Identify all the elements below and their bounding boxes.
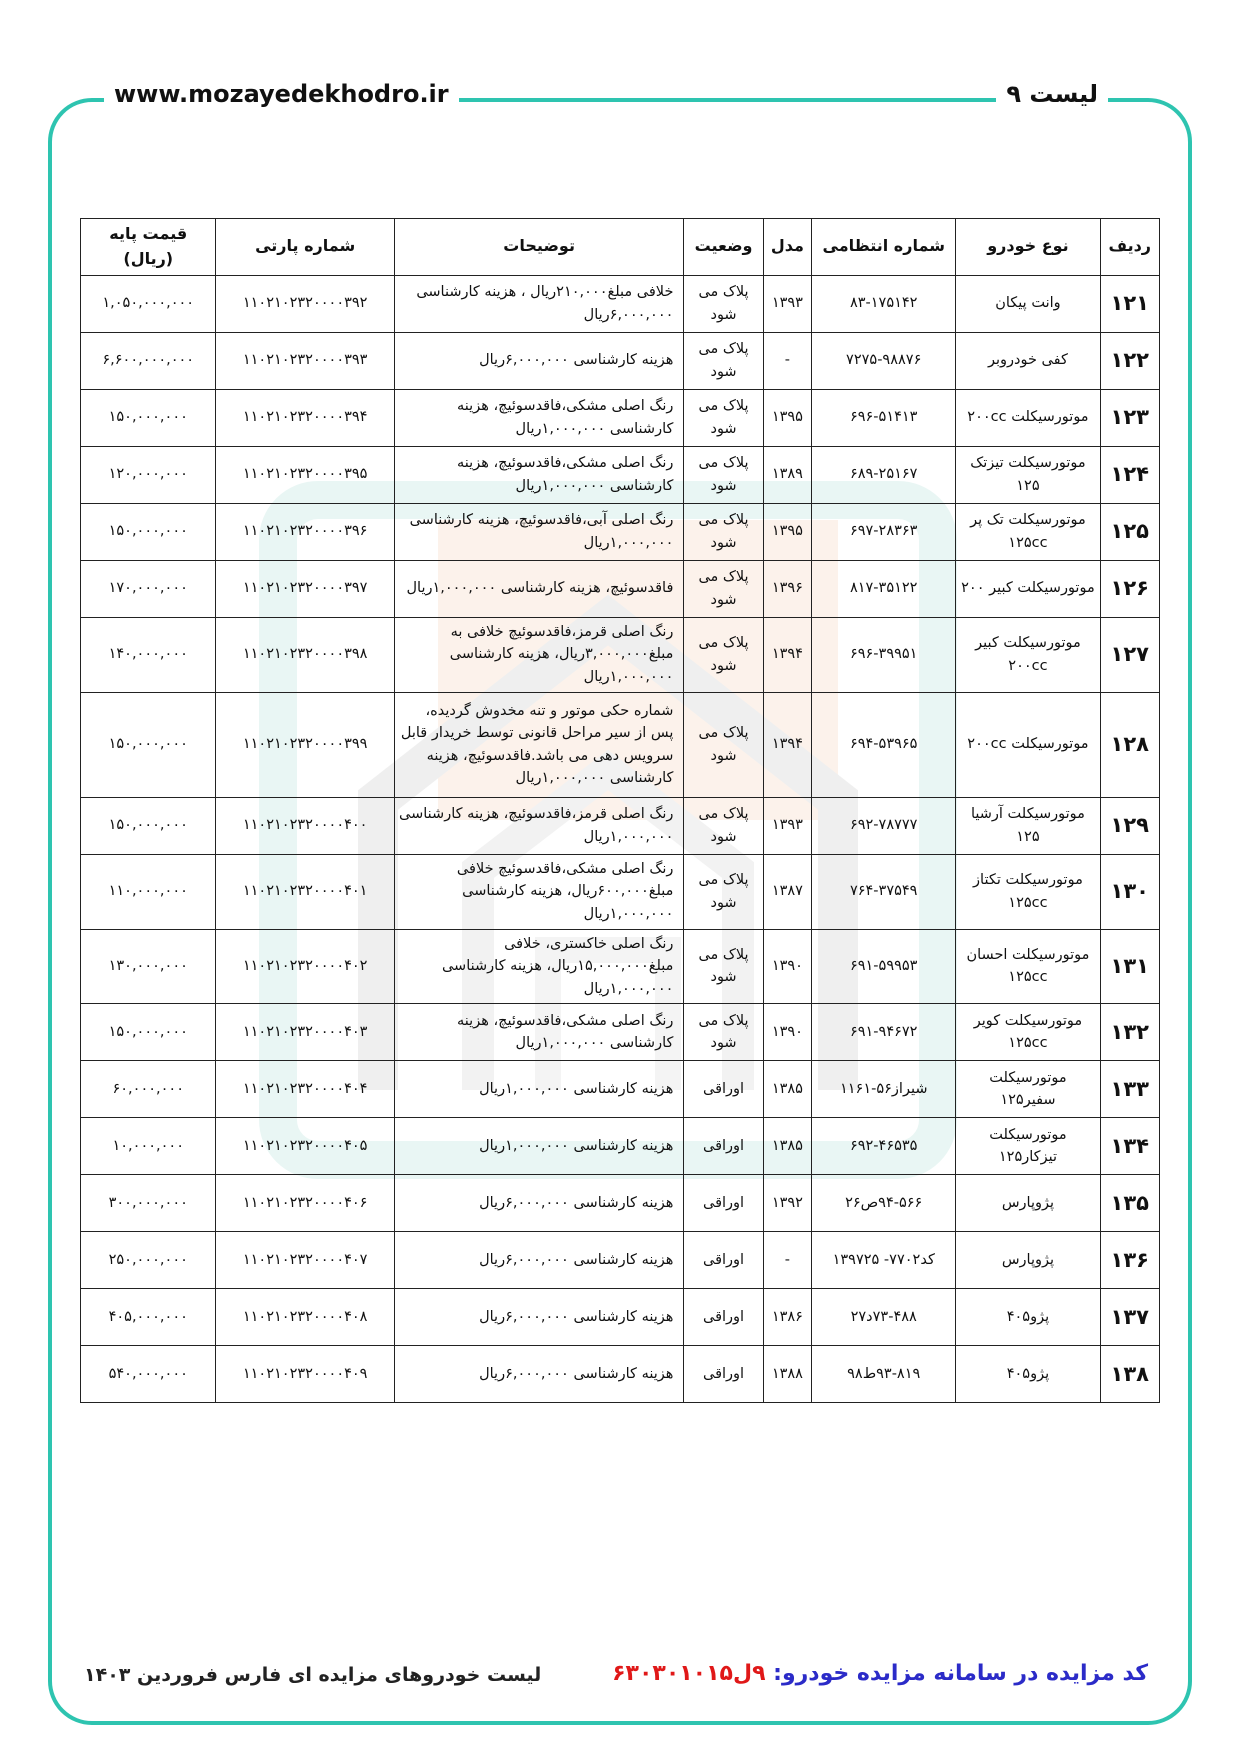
cell-price: ۱۵۰,۰۰۰,۰۰۰: [81, 1004, 216, 1061]
cell-vehicle: موتورسیکلت آرشیا ۱۲۵: [956, 797, 1100, 854]
cell-price: ۴۰۵,۰۰۰,۰۰۰: [81, 1289, 216, 1346]
cell-plate: ۷۲۷۵-۹۸۸۷۶: [812, 332, 956, 389]
cell-row-no: ۱۳۵: [1100, 1175, 1159, 1232]
cell-vehicle: وانت پیکان: [956, 275, 1100, 332]
col-header-plate: شماره انتظامی: [812, 219, 956, 276]
cell-vehicle: موتورسیکلت تکتاز ۱۲۵cc: [956, 854, 1100, 929]
cell-model: -: [763, 1232, 811, 1289]
cell-party: ۱۱۰۲۱۰۲۳۲۰۰۰۰۳۹۴: [216, 389, 394, 446]
cell-description: رنگ اصلی خاکستری، خلافی مبلغ۱۵,۰۰۰,۰۰۰ریال، هزینه کارشناسی ۱,۰۰۰,۰۰۰ریال: [394, 929, 684, 1003]
cell-model: ۱۳۸۷: [763, 854, 811, 929]
cell-description: هزینه کارشناسی ۱,۰۰۰,۰۰۰ریال: [394, 1061, 684, 1118]
col-header-price: قیمت پایه (ریال): [81, 219, 216, 276]
cell-description: رنگ اصلی آبی،فاقدسوئیچ، هزینه کارشناسی ۱,۰۰۰,۰۰۰ریال: [394, 503, 684, 560]
cell-model: ۱۳۹۴: [763, 692, 811, 797]
table-row: [81, 1289, 1160, 1346]
cell-row-no: ۱۲۸: [1100, 692, 1159, 797]
cell-price: ۱۱۰,۰۰۰,۰۰۰: [81, 854, 216, 929]
cell-plate: ۷۶۴-۳۷۵۴۹: [812, 854, 956, 929]
cell-description: هزینه کارشناسی ۶,۰۰۰,۰۰۰ریال: [394, 332, 684, 389]
cell-party: ۱۱۰۲۱۰۲۳۲۰۰۰۰۴۰۵: [216, 1118, 394, 1175]
cell-price: ۶,۶۰۰,۰۰۰,۰۰۰: [81, 332, 216, 389]
cell-row-no: ۱۲۹: [1100, 797, 1159, 854]
cell-price: ۶۰,۰۰۰,۰۰۰: [81, 1061, 216, 1118]
cell-status: پلاک می شود: [684, 797, 763, 854]
cell-vehicle: کفی خودروبر: [956, 332, 1100, 389]
cell-vehicle: موتورسیکلت تک پر ۱۲۵cc: [956, 503, 1100, 560]
cell-plate: ۸۱۷-۳۵۱۲۲: [812, 560, 956, 617]
cell-row-no: ۱۳۲: [1100, 1004, 1159, 1061]
cell-party: ۱۱۰۲۱۰۲۳۲۰۰۰۰۴۰۷: [216, 1232, 394, 1289]
col-header-status: وضعیت: [684, 219, 763, 276]
col-header-model: مدل: [763, 219, 811, 276]
cell-plate: ۶۹۶-۳۹۹۵۱: [812, 617, 956, 692]
cell-status: پلاک می شود: [684, 332, 763, 389]
cell-plate: ۸۳-۱۷۵۱۴۲: [812, 275, 956, 332]
cell-vehicle: موتورسیکلت ۲۰۰cc: [956, 389, 1100, 446]
cell-price: ۱۳۰,۰۰۰,۰۰۰: [81, 929, 216, 1003]
cell-price: ۵۴۰,۰۰۰,۰۰۰: [81, 1346, 216, 1403]
cell-vehicle: موتورسیکلت کبیر ۲۰۰cc: [956, 617, 1100, 692]
cell-plate: ۶۹۱-۵۹۹۵۳: [812, 929, 956, 1003]
cell-model: ۱۳۹۵: [763, 389, 811, 446]
table-header-row: [81, 219, 1160, 276]
cell-row-no: ۱۳۶: [1100, 1232, 1159, 1289]
cell-vehicle: موتورسیکلت کویر ۱۲۵cc: [956, 1004, 1100, 1061]
table-row: [81, 560, 1160, 617]
cell-description: هزینه کارشناسی ۶,۰۰۰,۰۰۰ریال: [394, 1346, 684, 1403]
site-url[interactable]: www.mozayedekhodro.ir: [104, 80, 459, 108]
table-row: [81, 929, 1160, 1003]
cell-description: رنگ اصلی قرمز،فاقدسوئیچ خلافی به مبلغ۳,۰۰۰,۰۰۰ریال، هزینه کارشناسی ۱,۰۰۰,۰۰۰ریال: [394, 617, 684, 692]
cell-description: هزینه کارشناسی ۶,۰۰۰,۰۰۰ریال: [394, 1175, 684, 1232]
table-row: [81, 854, 1160, 929]
cell-plate: ۶۹۱-۹۴۶۷۲: [812, 1004, 956, 1061]
cell-status: پلاک می شود: [684, 854, 763, 929]
cell-party: ۱۱۰۲۱۰۲۳۲۰۰۰۰۳۹۷: [216, 560, 394, 617]
cell-party: ۱۱۰۲۱۰۲۳۲۰۰۰۰۴۰۰: [216, 797, 394, 854]
cell-vehicle: موتورسیکلت تیزتک ۱۲۵: [956, 446, 1100, 503]
cell-status: اوراقی: [684, 1346, 763, 1403]
table-row: [81, 446, 1160, 503]
cell-row-no: ۱۳۳: [1100, 1061, 1159, 1118]
cell-plate: ۶۹۲-۷۸۷۷۷: [812, 797, 956, 854]
table-row: [81, 1346, 1160, 1403]
cell-party: ۱۱۰۲۱۰۲۳۲۰۰۰۰۴۰۴: [216, 1061, 394, 1118]
cell-party: ۱۱۰۲۱۰۲۳۲۰۰۰۰۳۹۲: [216, 275, 394, 332]
cell-status: پلاک می شود: [684, 692, 763, 797]
cell-model: ۱۳۹۴: [763, 617, 811, 692]
cell-description: هزینه کارشناسی ۱,۰۰۰,۰۰۰ریال: [394, 1118, 684, 1175]
cell-description: رنگ اصلی مشکی،فاقدسوئیچ، هزینه کارشناسی ۱,۰۰۰,۰۰۰ریال: [394, 1004, 684, 1061]
cell-vehicle: موتورسیکلت کبیر ۲۰۰: [956, 560, 1100, 617]
col-header-description: توضیحات: [394, 219, 684, 276]
cell-row-no: ۱۲۵: [1100, 503, 1159, 560]
cell-status: پلاک می شود: [684, 389, 763, 446]
cell-description: فاقدسوئیچ، هزینه کارشناسی ۱,۰۰۰,۰۰۰ریال: [394, 560, 684, 617]
cell-vehicle: موتورسیکلت تیزکار۱۲۵: [956, 1118, 1100, 1175]
cell-vehicle: موتورسیکلت ۲۰۰cc: [956, 692, 1100, 797]
cell-status: پلاک می شود: [684, 1004, 763, 1061]
cell-party: ۱۱۰۲۱۰۲۳۲۰۰۰۰۳۹۳: [216, 332, 394, 389]
cell-model: ۱۳۸۹: [763, 446, 811, 503]
cell-model: ۱۳۹۲: [763, 1175, 811, 1232]
cell-price: ۱۵۰,۰۰۰,۰۰۰: [81, 503, 216, 560]
table-row: [81, 332, 1160, 389]
cell-party: ۱۱۰۲۱۰۲۳۲۰۰۰۰۴۰۳: [216, 1004, 394, 1061]
cell-row-no: ۱۳۴: [1100, 1118, 1159, 1175]
cell-description: هزینه کارشناسی ۶,۰۰۰,۰۰۰ریال: [394, 1289, 684, 1346]
cell-status: پلاک می شود: [684, 617, 763, 692]
cell-model: -: [763, 332, 811, 389]
cell-row-no: ۱۳۰: [1100, 854, 1159, 929]
cell-party: ۱۱۰۲۱۰۲۳۲۰۰۰۰۳۹۶: [216, 503, 394, 560]
cell-plate: ۹۳-۸۱۹ط۹۸: [812, 1346, 956, 1403]
cell-plate: کد۷۷۰۲- ۱۳۹۷۲۵: [812, 1232, 956, 1289]
cell-row-no: ۱۳۱: [1100, 929, 1159, 1003]
cell-party: ۱۱۰۲۱۰۲۳۲۰۰۰۰۴۰۸: [216, 1289, 394, 1346]
cell-vehicle: موتورسیکلت سفیر۱۲۵: [956, 1061, 1100, 1118]
cell-vehicle: پژوپارس: [956, 1175, 1100, 1232]
cell-price: ۱۵۰,۰۰۰,۰۰۰: [81, 797, 216, 854]
footer-title: لیست خودروهای مزایده ای فارس فروردین ۱۴۰۳: [84, 1664, 542, 1686]
cell-model: ۱۳۸۸: [763, 1346, 811, 1403]
cell-status: اوراقی: [684, 1061, 763, 1118]
cell-status: اوراقی: [684, 1175, 763, 1232]
cell-description: رنگ اصلی قرمز،فاقدسوئیچ، هزینه کارشناسی ۱,۰۰۰,۰۰۰ریال: [394, 797, 684, 854]
cell-status: پلاک می شود: [684, 929, 763, 1003]
cell-status: اوراقی: [684, 1118, 763, 1175]
table-row: [81, 797, 1160, 854]
cell-row-no: ۱۲۴: [1100, 446, 1159, 503]
cell-description: رنگ اصلی مشکی،فاقدسوئیچ خلافی مبلغ۶۰۰,۰۰۰ریال، هزینه کارشناسی ۱,۰۰۰,۰۰۰ریال: [394, 854, 684, 929]
cell-model: ۱۳۸۶: [763, 1289, 811, 1346]
cell-row-no: ۱۲۱: [1100, 275, 1159, 332]
col-header-row-no: ردیف: [1100, 219, 1159, 276]
cell-vehicle: پژو۴۰۵: [956, 1289, 1100, 1346]
cell-row-no: ۱۲۲: [1100, 332, 1159, 389]
col-header-party: شماره پارتی: [216, 219, 394, 276]
cell-description: هزینه کارشناسی ۶,۰۰۰,۰۰۰ریال: [394, 1232, 684, 1289]
cell-price: ۱۵۰,۰۰۰,۰۰۰: [81, 389, 216, 446]
cell-model: ۱۳۹۵: [763, 503, 811, 560]
cell-row-no: ۱۲۳: [1100, 389, 1159, 446]
vehicle-table: [80, 218, 1160, 1403]
cell-price: ۲۵۰,۰۰۰,۰۰۰: [81, 1232, 216, 1289]
cell-vehicle: موتورسیکلت احسان ۱۲۵cc: [956, 929, 1100, 1003]
cell-status: اوراقی: [684, 1232, 763, 1289]
cell-price: ۱۰,۰۰۰,۰۰۰: [81, 1118, 216, 1175]
cell-party: ۱۱۰۲۱۰۲۳۲۰۰۰۰۴۰۶: [216, 1175, 394, 1232]
table-row: [81, 389, 1160, 446]
cell-plate: ۶۹۷-۲۸۳۶۳: [812, 503, 956, 560]
cell-status: اوراقی: [684, 1289, 763, 1346]
cell-price: ۱۷۰,۰۰۰,۰۰۰: [81, 560, 216, 617]
table-row: [81, 1004, 1160, 1061]
cell-status: پلاک می شود: [684, 446, 763, 503]
col-header-vehicle: نوع خودرو: [956, 219, 1100, 276]
cell-party: ۱۱۰۲۱۰۲۳۲۰۰۰۰۴۰۱: [216, 854, 394, 929]
cell-model: ۱۳۹۳: [763, 275, 811, 332]
cell-model: ۱۳۹۰: [763, 929, 811, 1003]
cell-description: رنگ اصلی مشکی،فاقدسوئیچ، هزینه کارشناسی ۱,۰۰۰,۰۰۰ریال: [394, 389, 684, 446]
cell-row-no: ۱۳۸: [1100, 1346, 1159, 1403]
cell-status: پلاک می شود: [684, 503, 763, 560]
cell-model: ۱۳۸۵: [763, 1061, 811, 1118]
cell-row-no: ۱۲۷: [1100, 617, 1159, 692]
table-row: [81, 1232, 1160, 1289]
cell-price: ۳۰۰,۰۰۰,۰۰۰: [81, 1175, 216, 1232]
cell-plate: ۶۸۹-۲۵۱۶۷: [812, 446, 956, 503]
auction-code-value: ۹ل۶۳۰۳۰۱۰۱۵: [612, 1661, 766, 1686]
cell-status: پلاک می شود: [684, 275, 763, 332]
cell-party: ۱۱۰۲۱۰۲۳۲۰۰۰۰۴۰۹: [216, 1346, 394, 1403]
list-title: لیست ۹: [996, 80, 1108, 108]
cell-price: ۱۴۰,۰۰۰,۰۰۰: [81, 617, 216, 692]
table-row: [81, 1175, 1160, 1232]
table-row: [81, 503, 1160, 560]
cell-row-no: ۱۳۷: [1100, 1289, 1159, 1346]
cell-party: ۱۱۰۲۱۰۲۳۲۰۰۰۰۴۰۲: [216, 929, 394, 1003]
cell-plate: ۶۹۴-۵۳۹۶۵: [812, 692, 956, 797]
table-row: [81, 1061, 1160, 1118]
auction-code-label: کد مزایده در سامانه مزایده خودرو:: [773, 1661, 1148, 1686]
cell-plate: ۹۴-۵۶۶ص۲۶: [812, 1175, 956, 1232]
table-row: [81, 275, 1160, 332]
cell-plate: شیراز۵۶-۱۱۶۱: [812, 1061, 956, 1118]
cell-plate: ۷۳-۴۸۸د۲۷: [812, 1289, 956, 1346]
cell-vehicle: پژوپارس: [956, 1232, 1100, 1289]
cell-model: ۱۳۹۶: [763, 560, 811, 617]
cell-party: ۱۱۰۲۱۰۲۳۲۰۰۰۰۳۹۹: [216, 692, 394, 797]
cell-party: ۱۱۰۲۱۰۲۳۲۰۰۰۰۳۹۵: [216, 446, 394, 503]
auction-code: [612, 1661, 1148, 1686]
cell-price: ۱,۰۵۰,۰۰۰,۰۰۰: [81, 275, 216, 332]
table-row: [81, 617, 1160, 692]
cell-plate: ۶۹۶-۵۱۴۱۳: [812, 389, 956, 446]
cell-model: ۱۳۸۵: [763, 1118, 811, 1175]
cell-description: رنگ اصلی مشکی،فاقدسوئیچ، هزینه کارشناسی ۱,۰۰۰,۰۰۰ریال: [394, 446, 684, 503]
cell-price: ۱۵۰,۰۰۰,۰۰۰: [81, 692, 216, 797]
cell-party: ۱۱۰۲۱۰۲۳۲۰۰۰۰۳۹۸: [216, 617, 394, 692]
cell-model: ۱۳۹۰: [763, 1004, 811, 1061]
table-row: [81, 692, 1160, 797]
cell-model: ۱۳۹۳: [763, 797, 811, 854]
cell-description: خلافی مبلغ۲۱۰,۰۰۰ریال ، هزینه کارشناسی ۶,۰۰۰,۰۰۰ریال: [394, 275, 684, 332]
cell-description: شماره حکی موتور و تنه مخدوش گردیده، پس از سیر مراحل قانونی توسط خریدار قابل سرویس دهی می باشد.فاقدسوئیچ، هزینه کارشناسی ۱,۰۰۰,۰۰۰ریال: [394, 692, 684, 797]
cell-plate: ۶۹۲-۴۶۵۳۵: [812, 1118, 956, 1175]
cell-price: ۱۲۰,۰۰۰,۰۰۰: [81, 446, 216, 503]
cell-vehicle: پژو۴۰۵: [956, 1346, 1100, 1403]
table-row: [81, 1118, 1160, 1175]
cell-status: پلاک می شود: [684, 560, 763, 617]
cell-row-no: ۱۲۶: [1100, 560, 1159, 617]
